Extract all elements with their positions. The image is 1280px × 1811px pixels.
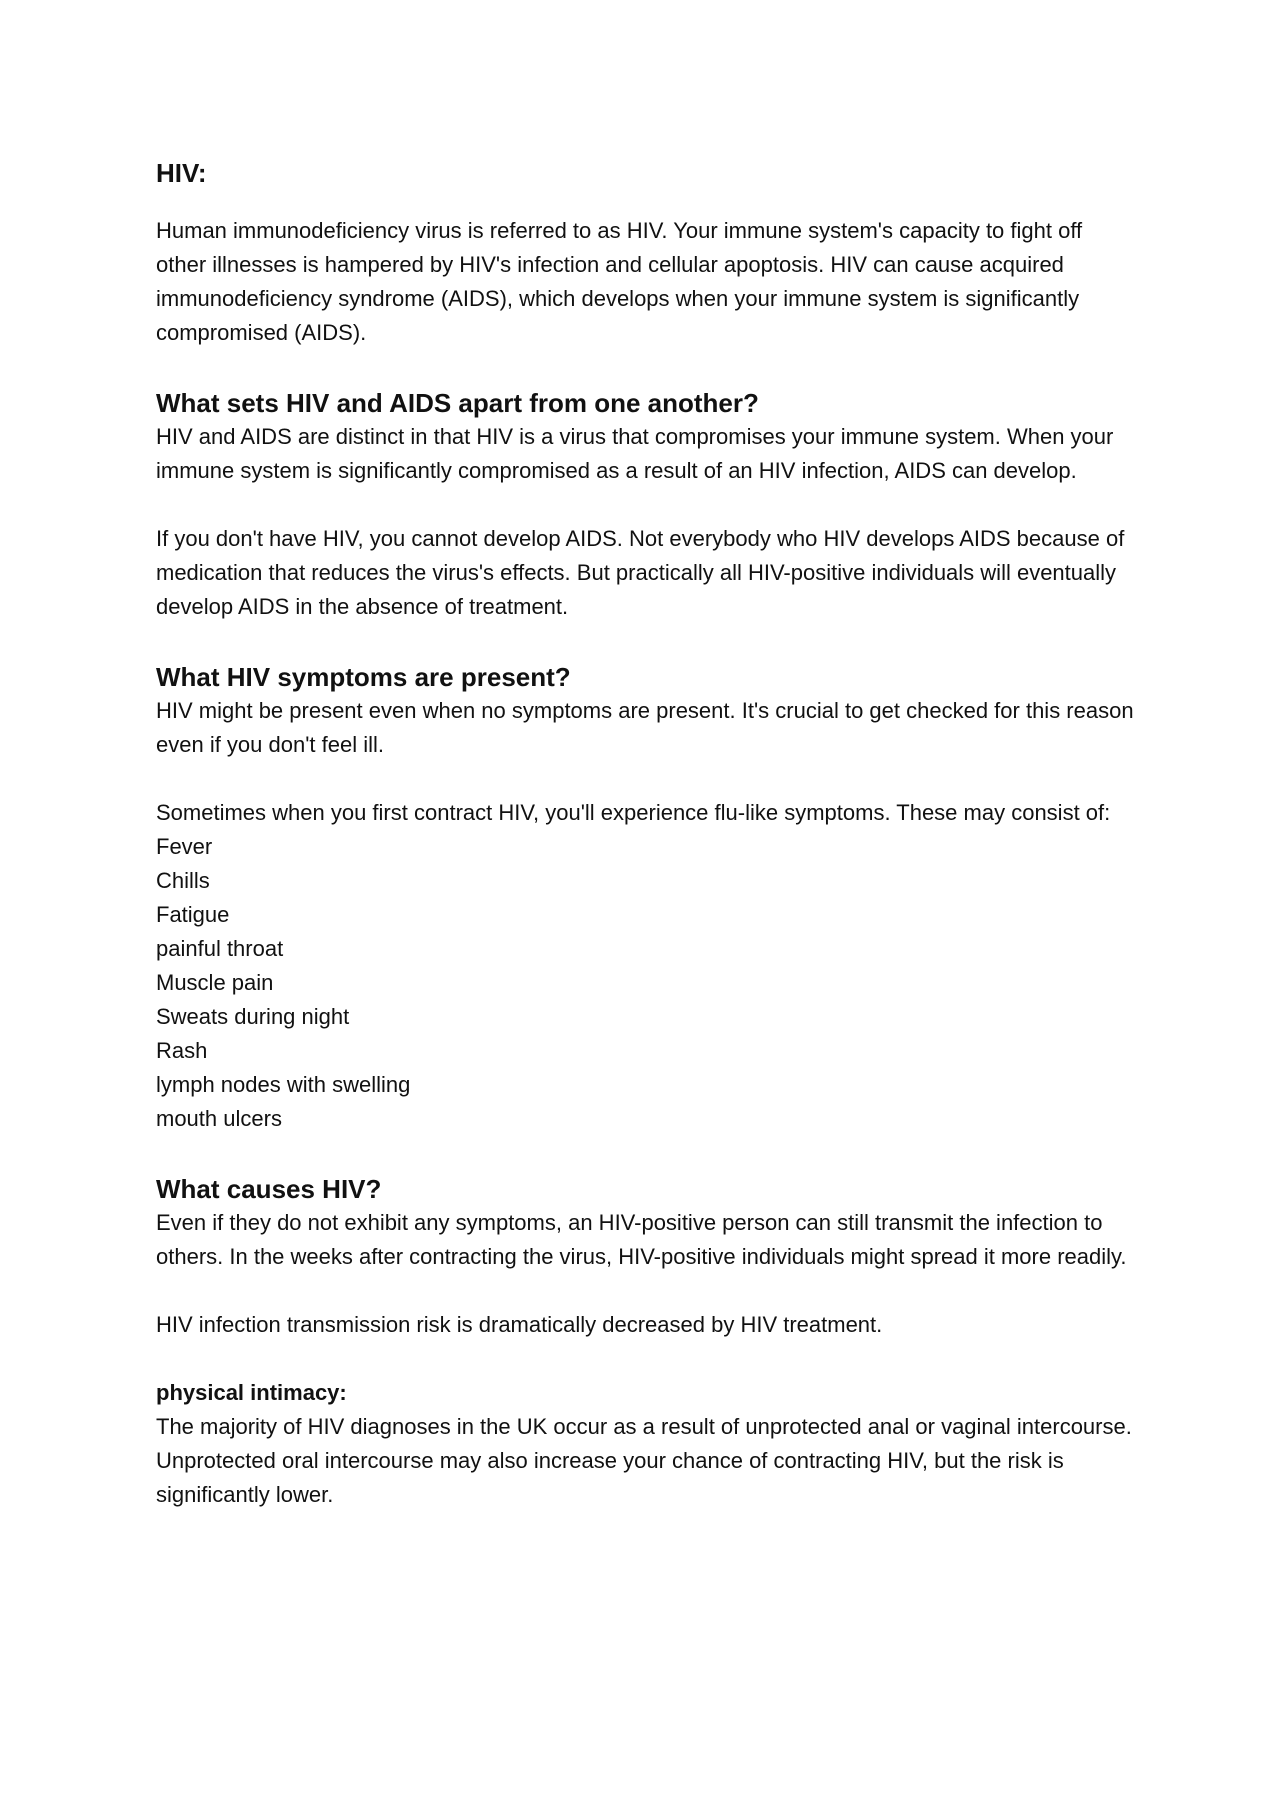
list-item: painful throat bbox=[156, 936, 284, 961]
document-page bbox=[156, 156, 1136, 1512]
paragraph: HIV and AIDS are distinct in that HIV is a virus that compromises your immune system. When your immune system is significantly compromised as a result of an HIV infection, AIDS can develop. bbox=[156, 424, 1114, 483]
paragraph: Unprotected oral intercourse may also increase your chance of contracting HIV, but the risk is significantly lower. bbox=[156, 1448, 1064, 1507]
list-item: Fatigue bbox=[156, 902, 230, 927]
section-heading: What sets HIV and AIDS apart from one another? bbox=[156, 388, 759, 418]
symptom-list bbox=[156, 830, 1136, 1136]
page-title: HIV: bbox=[156, 158, 207, 188]
section-causes bbox=[156, 1172, 1136, 1512]
paragraph: If you don't have HIV, you cannot develop AIDS. Not everybody who HIV develops AIDS because of medication that reduces the virus's effects. But practically all HIV-positive individuals will eventually develop AIDS in the absence of treatment. bbox=[156, 526, 1125, 619]
list-item: Sweats during night bbox=[156, 1004, 350, 1029]
list-item: Chills bbox=[156, 868, 210, 893]
subheading: physical intimacy: bbox=[156, 1380, 347, 1405]
section-hiv-vs-aids bbox=[156, 386, 1136, 624]
paragraph: Even if they do not exhibit any symptoms, an HIV-positive person can still transmit the infection to others. In the weeks after contracting the virus, HIV-positive individuals might spread it more readily. bbox=[156, 1210, 1127, 1269]
paragraph: Sometimes when you first contract HIV, you'll experience flu-like symptoms. These may consist of: bbox=[156, 800, 1111, 825]
list-item: lymph nodes with swelling bbox=[156, 1072, 411, 1097]
section-symptoms bbox=[156, 660, 1136, 1136]
section-heading: What HIV symptoms are present? bbox=[156, 662, 571, 692]
list-item: Fever bbox=[156, 834, 213, 859]
paragraph: The majority of HIV diagnoses in the UK occur as a result of unprotected anal or vaginal intercourse. bbox=[156, 1414, 1132, 1439]
section-heading: What causes HIV? bbox=[156, 1174, 382, 1204]
intro-paragraph: Human immunodeficiency virus is referred to as HIV. Your immune system's capacity to fight off other illnesses is hampered by HIV's infection and cellular apoptosis. HIV can cause acquired immunodeficiency syndrome (AIDS), which develops when your immune system is significantly compromised (AIDS). bbox=[156, 218, 1083, 345]
list-item: Rash bbox=[156, 1038, 208, 1063]
list-item: Muscle pain bbox=[156, 970, 274, 995]
paragraph: HIV might be present even when no symptoms are present. It's crucial to get checked for this reason even if you don't feel ill. bbox=[156, 698, 1134, 757]
list-item: mouth ulcers bbox=[156, 1106, 282, 1131]
paragraph: HIV infection transmission risk is dramatically decreased by HIV treatment. bbox=[156, 1312, 883, 1337]
